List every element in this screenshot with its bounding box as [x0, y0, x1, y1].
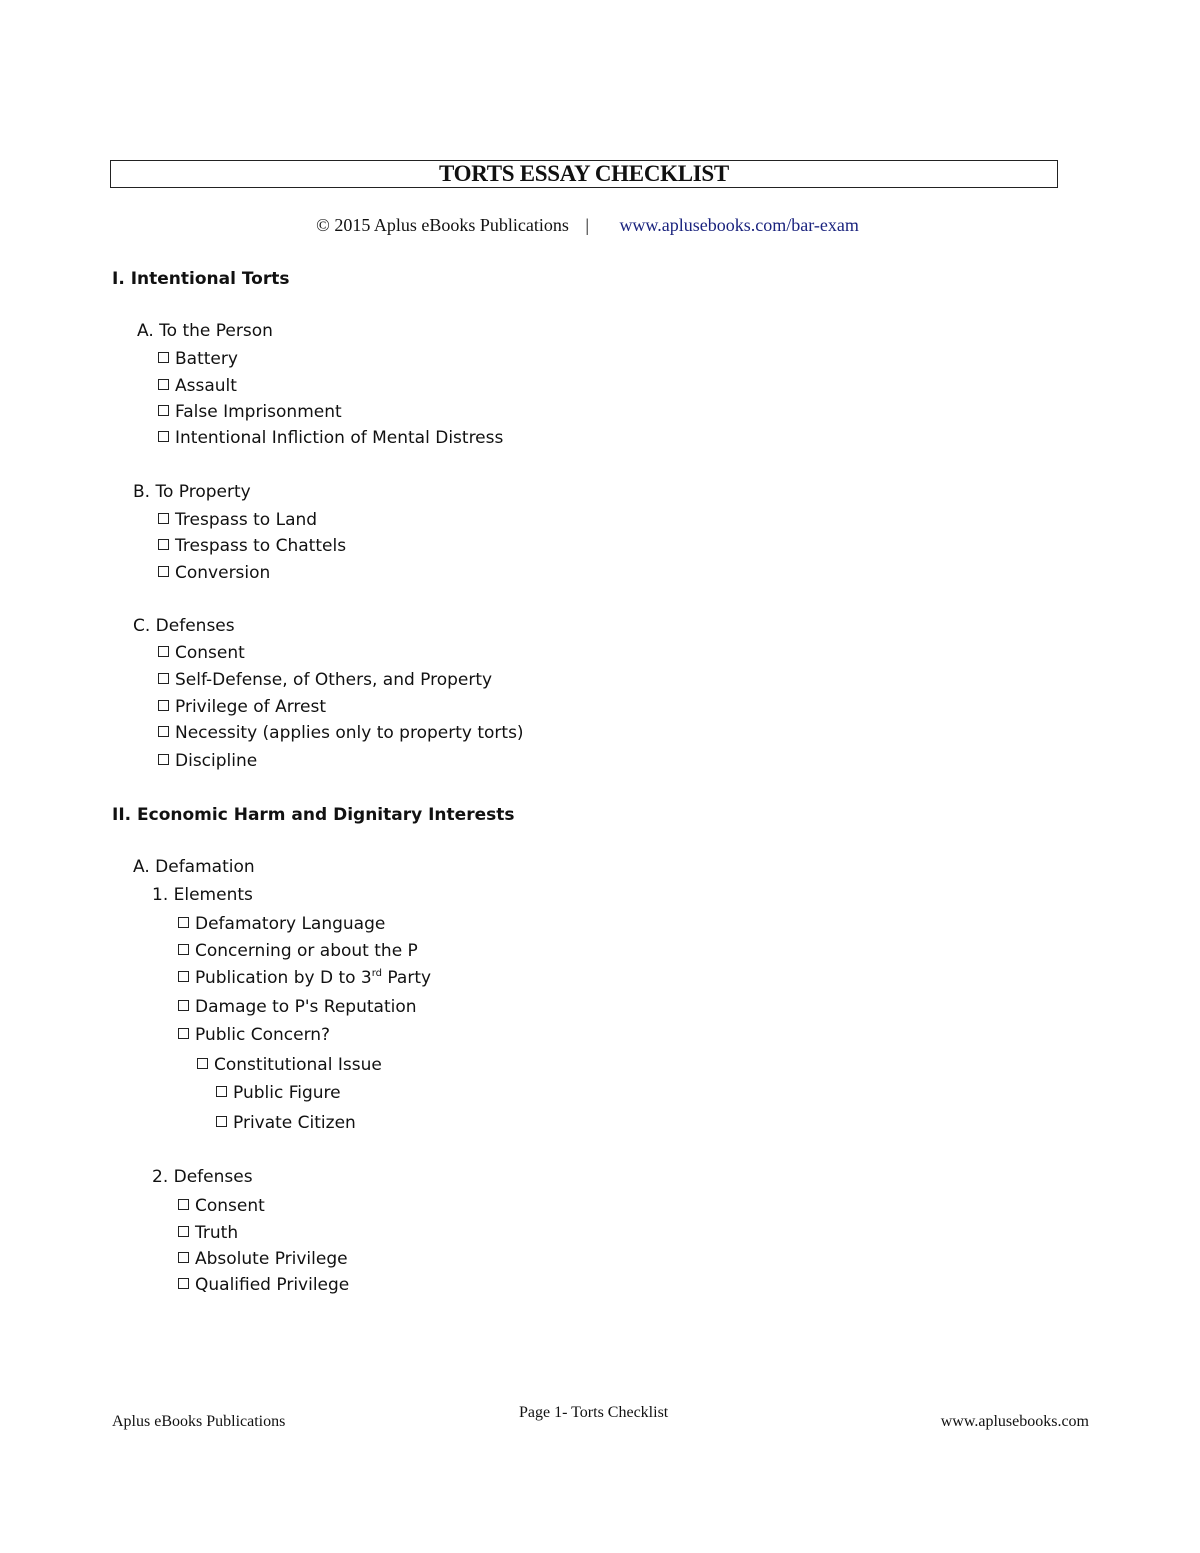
numbered-label: 1. Elements — [152, 885, 253, 905]
checkbox-icon[interactable] — [158, 673, 169, 684]
checkbox-icon[interactable] — [158, 431, 169, 442]
checklist-item: Publication by D to 3rd Party — [178, 967, 431, 989]
separator: | — [585, 215, 589, 235]
footer-left: Aplus eBooks Publications — [112, 1413, 286, 1430]
checklist-item: Conversion — [158, 562, 270, 584]
checkbox-icon[interactable] — [158, 539, 169, 550]
checkbox-icon[interactable] — [178, 1226, 189, 1237]
checklist-item: Constitutional Issue — [197, 1054, 382, 1076]
checklist-item: Consent — [158, 642, 245, 664]
footer-right: www.aplusebooks.com — [940, 1413, 1089, 1430]
checkbox-icon[interactable] — [158, 405, 169, 416]
checkbox-icon[interactable] — [216, 1116, 227, 1127]
checkbox-icon[interactable] — [178, 1252, 189, 1263]
subsection-label: A. Defamation — [133, 857, 255, 877]
checkbox-icon[interactable] — [178, 1199, 189, 1210]
checklist-item: Public Concern? — [178, 1024, 330, 1046]
copyright-text: © 2015 Aplus eBooks Publications — [316, 215, 569, 235]
checklist-item: Trespass to Land — [158, 509, 317, 531]
subsection-label: A. To the Person — [137, 321, 273, 341]
checklist-item: Public Figure — [216, 1082, 341, 1104]
checkbox-icon[interactable] — [197, 1058, 208, 1069]
section-heading: II. Economic Harm and Dignitary Interests — [112, 805, 515, 825]
checklist-item: Privilege of Arrest — [158, 696, 326, 718]
checklist-item: Consent — [178, 1195, 265, 1217]
numbered-label: 2. Defenses — [152, 1167, 253, 1187]
checkbox-icon[interactable] — [178, 1028, 189, 1039]
section-heading: I. Intentional Torts — [112, 269, 290, 289]
checkbox-icon[interactable] — [178, 1000, 189, 1011]
checkbox-icon[interactable] — [158, 726, 169, 737]
checkbox-icon[interactable] — [216, 1086, 227, 1097]
website-link[interactable]: www.aplusebooks.com/bar-exam — [619, 215, 859, 235]
checklist-item: Battery — [158, 348, 238, 370]
checkbox-icon[interactable] — [178, 971, 189, 982]
checkbox-icon[interactable] — [158, 754, 169, 765]
checklist-item: Private Citizen — [216, 1112, 356, 1134]
checkbox-icon[interactable] — [178, 917, 189, 928]
checklist-item: Qualified Privilege — [178, 1274, 349, 1296]
checklist-item: Intentional Infliction of Mental Distress — [158, 427, 503, 449]
checklist-item: Concerning or about the P — [178, 940, 418, 962]
checkbox-icon[interactable] — [158, 513, 169, 524]
checklist-item: Discipline — [158, 750, 257, 772]
checklist-item: Assault — [158, 375, 237, 397]
checklist-item: Absolute Privilege — [178, 1248, 348, 1270]
checkbox-icon[interactable] — [158, 379, 169, 390]
checklist-item: Defamatory Language — [178, 913, 385, 935]
subsection-label: B. To Property — [133, 482, 251, 502]
checklist-item: Damage to P's Reputation — [178, 996, 417, 1018]
checklist-item: Necessity (applies only to property torts) — [158, 722, 524, 744]
checkbox-icon[interactable] — [178, 944, 189, 955]
checkbox-icon[interactable] — [158, 700, 169, 711]
checkbox-icon[interactable] — [158, 352, 169, 363]
footer-page-number: Page 1- Torts Checklist — [519, 1404, 669, 1421]
subsection-label: C. Defenses — [133, 616, 235, 636]
checklist-item: False Imprisonment — [158, 401, 342, 423]
checkbox-icon[interactable] — [158, 646, 169, 657]
checkbox-icon[interactable] — [158, 566, 169, 577]
checkbox-icon[interactable] — [178, 1278, 189, 1289]
copyright-line — [0, 215, 1175, 236]
document-title: TORTS ESSAY CHECKLIST — [110, 160, 1058, 188]
checklist-item: Truth — [178, 1222, 238, 1244]
checklist-item: Trespass to Chattels — [158, 535, 346, 557]
checklist-item: Self-Defense, of Others, and Property — [158, 669, 492, 691]
